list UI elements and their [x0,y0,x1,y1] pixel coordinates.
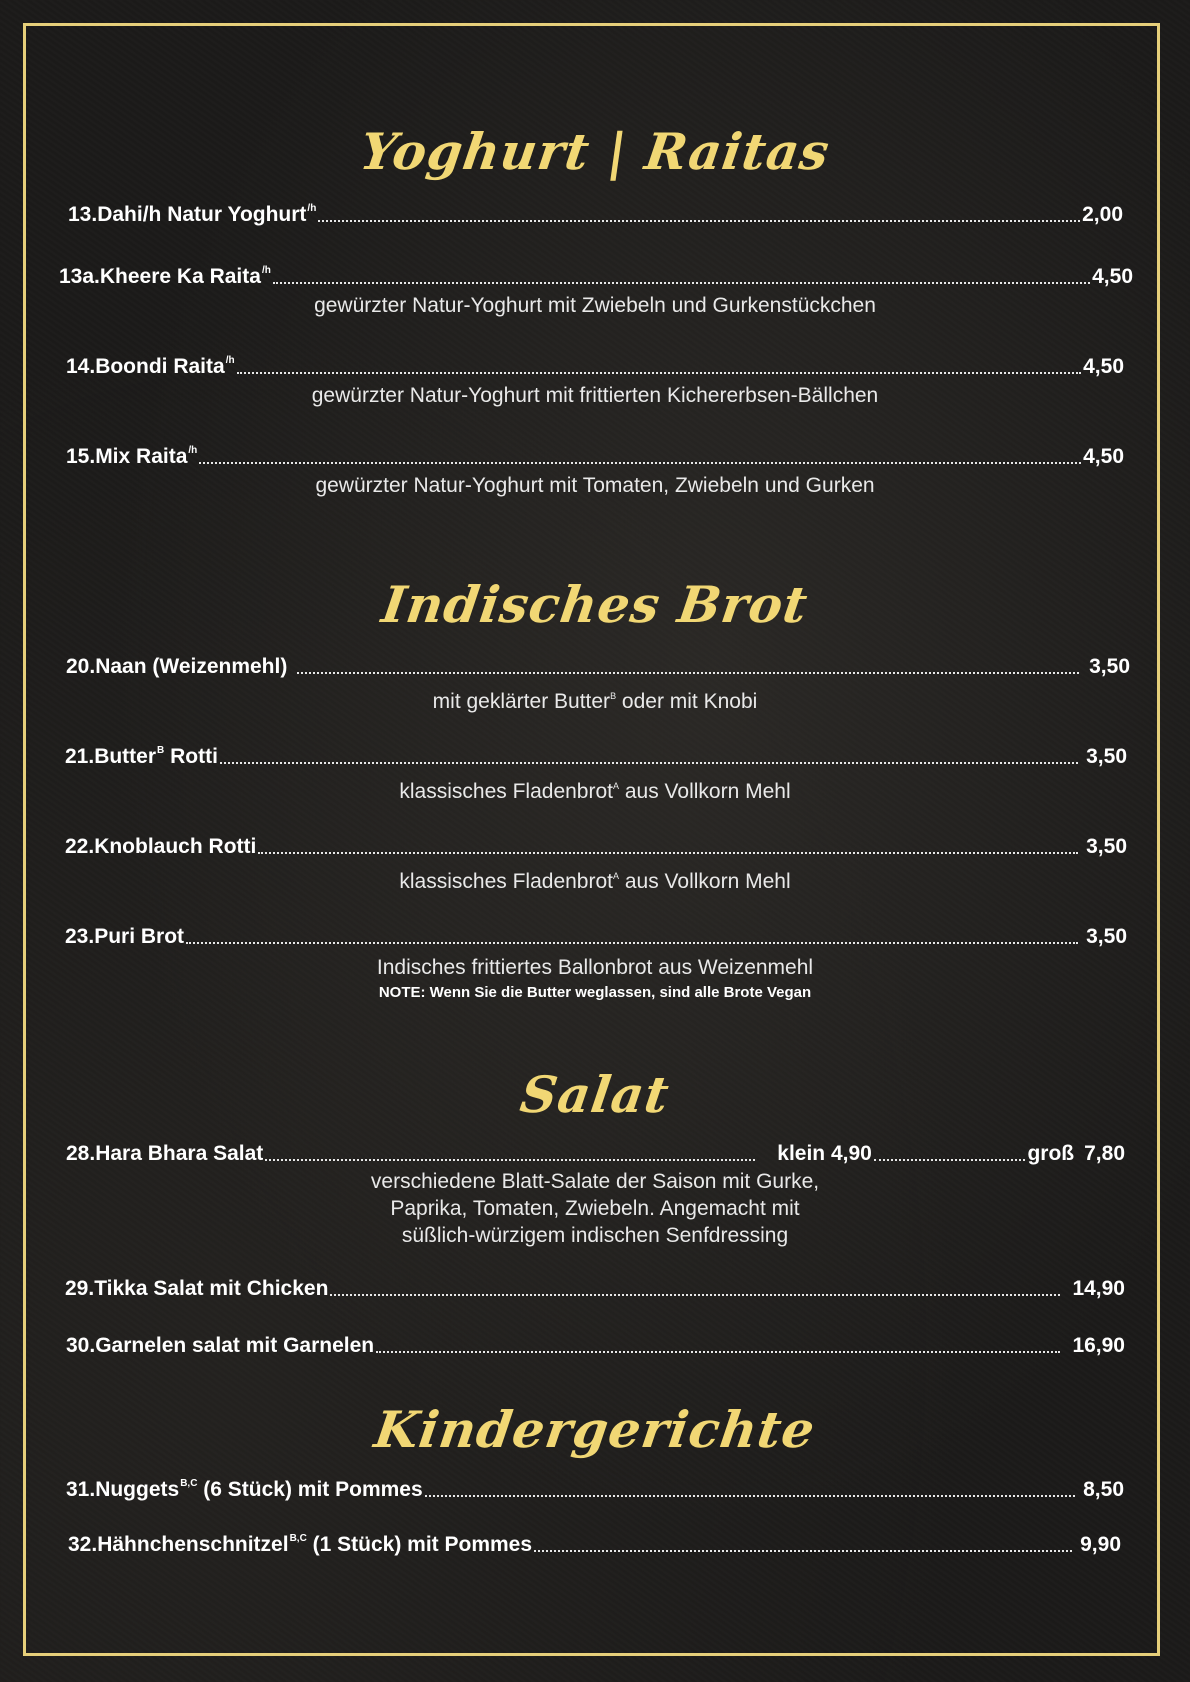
item-price: 3,50 [1089,655,1130,678]
item-name: 14.Boondi Raita$^{/h}$ [66,355,235,378]
item-name: 22.Knoblauch Rotti [65,835,257,858]
item-name: 13a.Kheere Ka Raita$^{/h}$ [59,265,271,288]
dot-leader [425,1495,1075,1497]
menu-item-32 [68,1533,1121,1557]
menu-item-30 [66,1334,1125,1358]
item-description: klassisches Fladenbrot$^A$ aus Vollkorn Mehl [399,780,791,803]
item-name: 29.Tikka Salat mit Chicken [65,1277,329,1300]
section-title-salat: Salat [516,1065,674,1124]
dot-leader [297,672,1079,674]
menu-item-23 [65,925,1127,949]
section-title-indisches-brot: Indisches Brot [378,575,812,634]
item-price: 14,90 [1072,1277,1125,1300]
dot-leader [376,1351,1060,1353]
item-name: 30.Garnelen salat mit Garnelen [66,1334,375,1357]
item-name: 20.Naan (Weizenmehl) [66,655,288,678]
item-description: klassisches Fladenbrot$^A$ aus Vollkorn Mehl [399,870,791,893]
item-price: 3,50 [1086,835,1127,858]
item-price: 16,90 [1072,1334,1125,1357]
menu-item-31 [66,1478,1124,1502]
item-description-line: süßlich-würzigem indischen Senfdressing [401,1224,789,1247]
menu-item-28 [66,1142,1125,1166]
item-description: gewürzter Natur-Yoghurt mit Tomaten, Zwiebeln und Gurken [315,474,875,497]
menu-item-29 [65,1277,1125,1301]
item-name: 23.Puri Brot [65,925,185,948]
dot-leader [265,1159,755,1161]
menu-item-21 [65,745,1127,769]
item-name: 13.Dahi/h Natur Yoghurt$^{/h}$ [68,203,317,226]
menu-item-13 [68,203,1123,227]
item-price: 3,50 [1086,925,1127,948]
dot-leader [874,1159,1026,1161]
item-name: 21.Butter$^B$ Rotti [65,745,218,768]
dot-leader [199,462,1081,464]
item-description-line: verschiedene Blatt-Salate der Saison mit Gurke, [370,1170,820,1193]
menu-item-13a [59,265,1133,289]
dot-leader [534,1550,1072,1552]
menu-item-15 [66,445,1124,469]
dot-leader [220,762,1078,764]
item-price: 9,90 [1080,1533,1121,1556]
item-description-line: Paprika, Tomaten, Zwiebeln. Angemacht mit [390,1197,800,1220]
item-price: 4,50 [1083,355,1124,378]
section-title-yoghurt-raitas: Yoghurt | Raitas [356,122,834,181]
item-name: 32.Hähnchenschnitzel$^{B,C}$ (1 Stück) mit Pommes [68,1533,533,1556]
menu-item-20 [66,655,1130,679]
dot-leader [273,282,1090,284]
item-price: 4,50 [1092,265,1133,288]
item-price: 3,50 [1086,745,1127,768]
item-name: 15.Mix Raita$^{/h}$ [66,445,198,468]
dot-leader [237,372,1082,374]
dot-leader [258,852,1078,854]
vegan-note: NOTE: Wenn Sie die Butter weglassen, sind alle Brote Vegan [378,984,812,1001]
dot-leader [318,220,1080,222]
item-description: gewürzter Natur-Yoghurt mit Zwiebeln und Gurkenstückchen [314,294,876,317]
item-description: gewürzter Natur-Yoghurt mit frittierten Kichererbsen-Bällchen [311,384,879,407]
item-price-large: 7,80 [1084,1142,1125,1165]
menu-item-22 [65,835,1127,859]
item-description: mit geklärter Butter$^B$ oder mit Knobi [432,690,758,713]
item-price-small: klein 4,90 [777,1142,872,1165]
item-price: 2,00 [1082,203,1123,226]
item-price: 8,50 [1083,1478,1124,1501]
menu-item-14 [66,355,1124,379]
item-size-large-label: groß [1027,1142,1075,1165]
item-description: Indisches frittiertes Ballonbrot aus Weizenmehl [376,956,814,979]
item-price: 4,50 [1083,445,1124,468]
item-name: 31.Nuggets$^{B,C}$ (6 Stück) mit Pommes [66,1478,423,1501]
section-title-kindergerichte: Kindergerichte [370,1400,820,1459]
dot-leader [330,1294,1060,1296]
item-name: 28.Hara Bhara Salat [66,1142,264,1165]
dot-leader [186,942,1078,944]
